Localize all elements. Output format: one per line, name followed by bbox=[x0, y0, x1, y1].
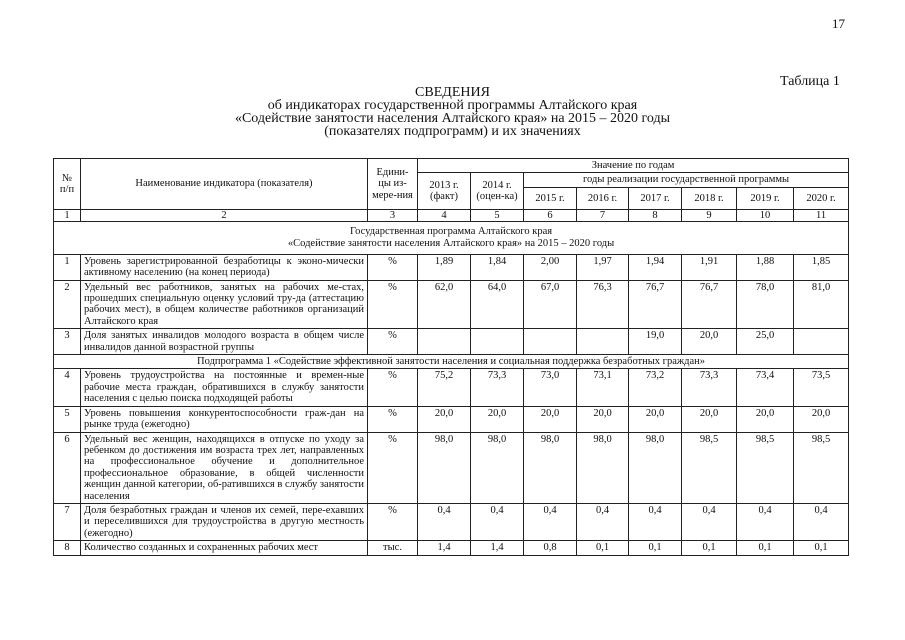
cell-value: 98,0 bbox=[471, 432, 524, 503]
program-section-title bbox=[54, 221, 849, 254]
cell-indicator-name: Уровень зарегистрированной безработицы к эконо-мически активному населению (на конец периода) bbox=[81, 254, 368, 280]
cell-unit: % bbox=[368, 254, 418, 280]
column-number: 10 bbox=[737, 209, 794, 221]
table-row bbox=[54, 329, 849, 355]
header-values-group: Значение по годам bbox=[418, 159, 849, 173]
cell-value: 1,91 bbox=[682, 254, 737, 280]
cell-value: 98,0 bbox=[418, 432, 471, 503]
cell-value: 1,97 bbox=[577, 254, 629, 280]
cell-indicator-name: Удельный вес женщин, находящихся в отпуске по уходу за ребенком до достижения им возраста трех лет, направленных на профессиональное обучение и дополнительное профессиональное образование, в общей численности женщин данной категории, об-ратившихся в службу занятости населения bbox=[81, 432, 368, 503]
cell-value: 20,0 bbox=[682, 329, 737, 355]
cell-value: 20,0 bbox=[418, 406, 471, 432]
cell-value: 98,0 bbox=[577, 432, 629, 503]
header-year: 2015 г. bbox=[524, 187, 577, 209]
column-number: 6 bbox=[524, 209, 577, 221]
cell-value: 2,00 bbox=[524, 254, 577, 280]
cell-unit: % bbox=[368, 406, 418, 432]
cell-value: 19,0 bbox=[629, 329, 682, 355]
table-label: Таблица 1 bbox=[780, 74, 840, 89]
cell-value: 0,4 bbox=[418, 503, 471, 540]
cell-value: 76,7 bbox=[629, 280, 682, 329]
cell-indicator-name: Доля безработных граждан и членов их семей, пере-ехавших и переселившихся для трудоустройства в другую местность (ежегодно) bbox=[81, 503, 368, 540]
header-year: 2016 г. bbox=[577, 187, 629, 209]
cell-value: 78,0 bbox=[737, 280, 794, 329]
cell-value: 0,1 bbox=[629, 541, 682, 555]
cell-num: 1 bbox=[54, 254, 81, 280]
header-program-years: годы реализации государственной программы bbox=[524, 173, 849, 187]
header-year: 2017 г. bbox=[629, 187, 682, 209]
cell-value: 20,0 bbox=[629, 406, 682, 432]
cell-value: 20,0 bbox=[471, 406, 524, 432]
subprogram-section-title: Подпрограмма 1 «Содействие эффективной занятости населения и социальная поддержка безработных граждан» bbox=[54, 355, 849, 369]
column-number: 1 bbox=[54, 209, 81, 221]
cell-value: 76,7 bbox=[682, 280, 737, 329]
document-heading bbox=[0, 86, 905, 138]
cell-value: 1,4 bbox=[471, 541, 524, 555]
indicators-table bbox=[53, 158, 849, 556]
header-year: 2019 г. bbox=[737, 187, 794, 209]
table-row bbox=[54, 406, 849, 432]
column-number: 3 bbox=[368, 209, 418, 221]
column-number: 5 bbox=[471, 209, 524, 221]
cell-value: 0,1 bbox=[682, 541, 737, 555]
cell-value: 98,5 bbox=[737, 432, 794, 503]
cell-value: 73,0 bbox=[524, 369, 577, 406]
cell-value: 1,4 bbox=[418, 541, 471, 555]
cell-unit: % bbox=[368, 329, 418, 355]
cell-indicator-name: Доля занятых инвалидов молодого возраста в общем числе инвалидов данной возрастной группы bbox=[81, 329, 368, 355]
cell-value: 20,0 bbox=[794, 406, 849, 432]
cell-value: 62,0 bbox=[418, 280, 471, 329]
cell-unit: % bbox=[368, 280, 418, 329]
cell-value: 0,4 bbox=[524, 503, 577, 540]
column-number: 9 bbox=[682, 209, 737, 221]
cell-value: 76,3 bbox=[577, 280, 629, 329]
cell-num: 2 bbox=[54, 280, 81, 329]
column-number: 7 bbox=[577, 209, 629, 221]
header-name: Наименование индикатора (показателя) bbox=[81, 159, 368, 210]
cell-indicator-name: Удельный вес работников, занятых на рабочих ме-стах, прошедших специальную оценку условий тру-да (аттестацию рабочих мест), в общем количестве работников организаций Алтайского края bbox=[81, 280, 368, 329]
column-number: 8 bbox=[629, 209, 682, 221]
cell-unit: тыс. bbox=[368, 541, 418, 555]
cell-num: 3 bbox=[54, 329, 81, 355]
cell-value bbox=[794, 329, 849, 355]
cell-value: 81,0 bbox=[794, 280, 849, 329]
program-section-line-1: Государственная программа Алтайского края bbox=[350, 226, 553, 238]
cell-value: 20,0 bbox=[577, 406, 629, 432]
cell-value: 98,5 bbox=[682, 432, 737, 503]
heading-line-2: об индикаторах государственной программы Алтайского края bbox=[267, 98, 638, 113]
cell-num: 6 bbox=[54, 432, 81, 503]
cell-value bbox=[418, 329, 471, 355]
cell-unit: % bbox=[368, 503, 418, 540]
header-num: № п/п bbox=[54, 159, 81, 210]
page-number: 17 bbox=[832, 16, 845, 31]
heading-line-3: «Содействие занятости населения Алтайского края» на 2015 – 2020 годы bbox=[234, 111, 671, 126]
cell-value: 73,4 bbox=[737, 369, 794, 406]
table-row bbox=[54, 541, 849, 555]
cell-value: 0,4 bbox=[471, 503, 524, 540]
cell-value: 1,88 bbox=[737, 254, 794, 280]
cell-value: 0,1 bbox=[794, 541, 849, 555]
header-2014: 2014 г. (оцен-ка) bbox=[471, 173, 524, 209]
cell-value: 1,89 bbox=[418, 254, 471, 280]
cell-value bbox=[524, 329, 577, 355]
column-number: 4 bbox=[418, 209, 471, 221]
cell-value: 0,1 bbox=[577, 541, 629, 555]
header-year: 2018 г. bbox=[682, 187, 737, 209]
cell-value: 73,3 bbox=[682, 369, 737, 406]
cell-num: 4 bbox=[54, 369, 81, 406]
cell-value: 0,4 bbox=[629, 503, 682, 540]
header-2013: 2013 г. (факт) bbox=[418, 173, 471, 209]
cell-value: 98,0 bbox=[524, 432, 577, 503]
cell-value: 0,4 bbox=[682, 503, 737, 540]
cell-num: 7 bbox=[54, 503, 81, 540]
cell-num: 5 bbox=[54, 406, 81, 432]
cell-value: 67,0 bbox=[524, 280, 577, 329]
cell-value: 64,0 bbox=[471, 280, 524, 329]
cell-value bbox=[471, 329, 524, 355]
program-section-line-2: «Содействие занятости населения Алтайского края» на 2015 – 2020 годы bbox=[287, 237, 615, 249]
program-section-row bbox=[54, 221, 849, 254]
cell-unit: % bbox=[368, 432, 418, 503]
cell-value: 0,8 bbox=[524, 541, 577, 555]
cell-num: 8 bbox=[54, 541, 81, 555]
cell-indicator-name: Уровень трудоустройства на постоянные и времен-ные рабочие места граждан, обратившихся в службу занятости населения с целью поиска подходящей работы bbox=[81, 369, 368, 406]
cell-value: 73,2 bbox=[629, 369, 682, 406]
heading-title: СВЕДЕНИЯ bbox=[415, 85, 490, 100]
cell-value: 1,94 bbox=[629, 254, 682, 280]
table-row bbox=[54, 280, 849, 329]
cell-value: 73,3 bbox=[471, 369, 524, 406]
column-number: 2 bbox=[81, 209, 368, 221]
header-year: 2020 г. bbox=[794, 187, 849, 209]
cell-value: 25,0 bbox=[737, 329, 794, 355]
cell-value: 73,1 bbox=[577, 369, 629, 406]
column-numbers-row bbox=[54, 209, 849, 221]
cell-value bbox=[577, 329, 629, 355]
cell-value: 73,5 bbox=[794, 369, 849, 406]
cell-value: 20,0 bbox=[682, 406, 737, 432]
cell-value: 98,0 bbox=[629, 432, 682, 503]
subprogram-section-row bbox=[54, 355, 849, 369]
cell-value: 20,0 bbox=[737, 406, 794, 432]
cell-value: 1,85 bbox=[794, 254, 849, 280]
cell-value: 0,4 bbox=[794, 503, 849, 540]
table-row bbox=[54, 503, 849, 540]
cell-value: 1,84 bbox=[471, 254, 524, 280]
cell-value: 0,4 bbox=[577, 503, 629, 540]
column-number: 11 bbox=[794, 209, 849, 221]
cell-unit: % bbox=[368, 369, 418, 406]
cell-value: 20,0 bbox=[524, 406, 577, 432]
cell-indicator-name: Уровень повышения конкурентоспособности граж-дан на рынке труда (ежегодно) bbox=[81, 406, 368, 432]
heading-line-4: (показателях подпрограмм) и их значениях bbox=[324, 124, 581, 139]
table-row bbox=[54, 432, 849, 503]
table-row bbox=[54, 254, 849, 280]
cell-value: 0,4 bbox=[737, 503, 794, 540]
table-row bbox=[54, 369, 849, 406]
cell-value: 0,1 bbox=[737, 541, 794, 555]
header-unit: Едини-цы из-мере-ния bbox=[368, 159, 418, 210]
cell-indicator-name: Количество созданных и сохраненных рабочих мест bbox=[81, 541, 368, 555]
cell-value: 98,5 bbox=[794, 432, 849, 503]
cell-value: 75,2 bbox=[418, 369, 471, 406]
